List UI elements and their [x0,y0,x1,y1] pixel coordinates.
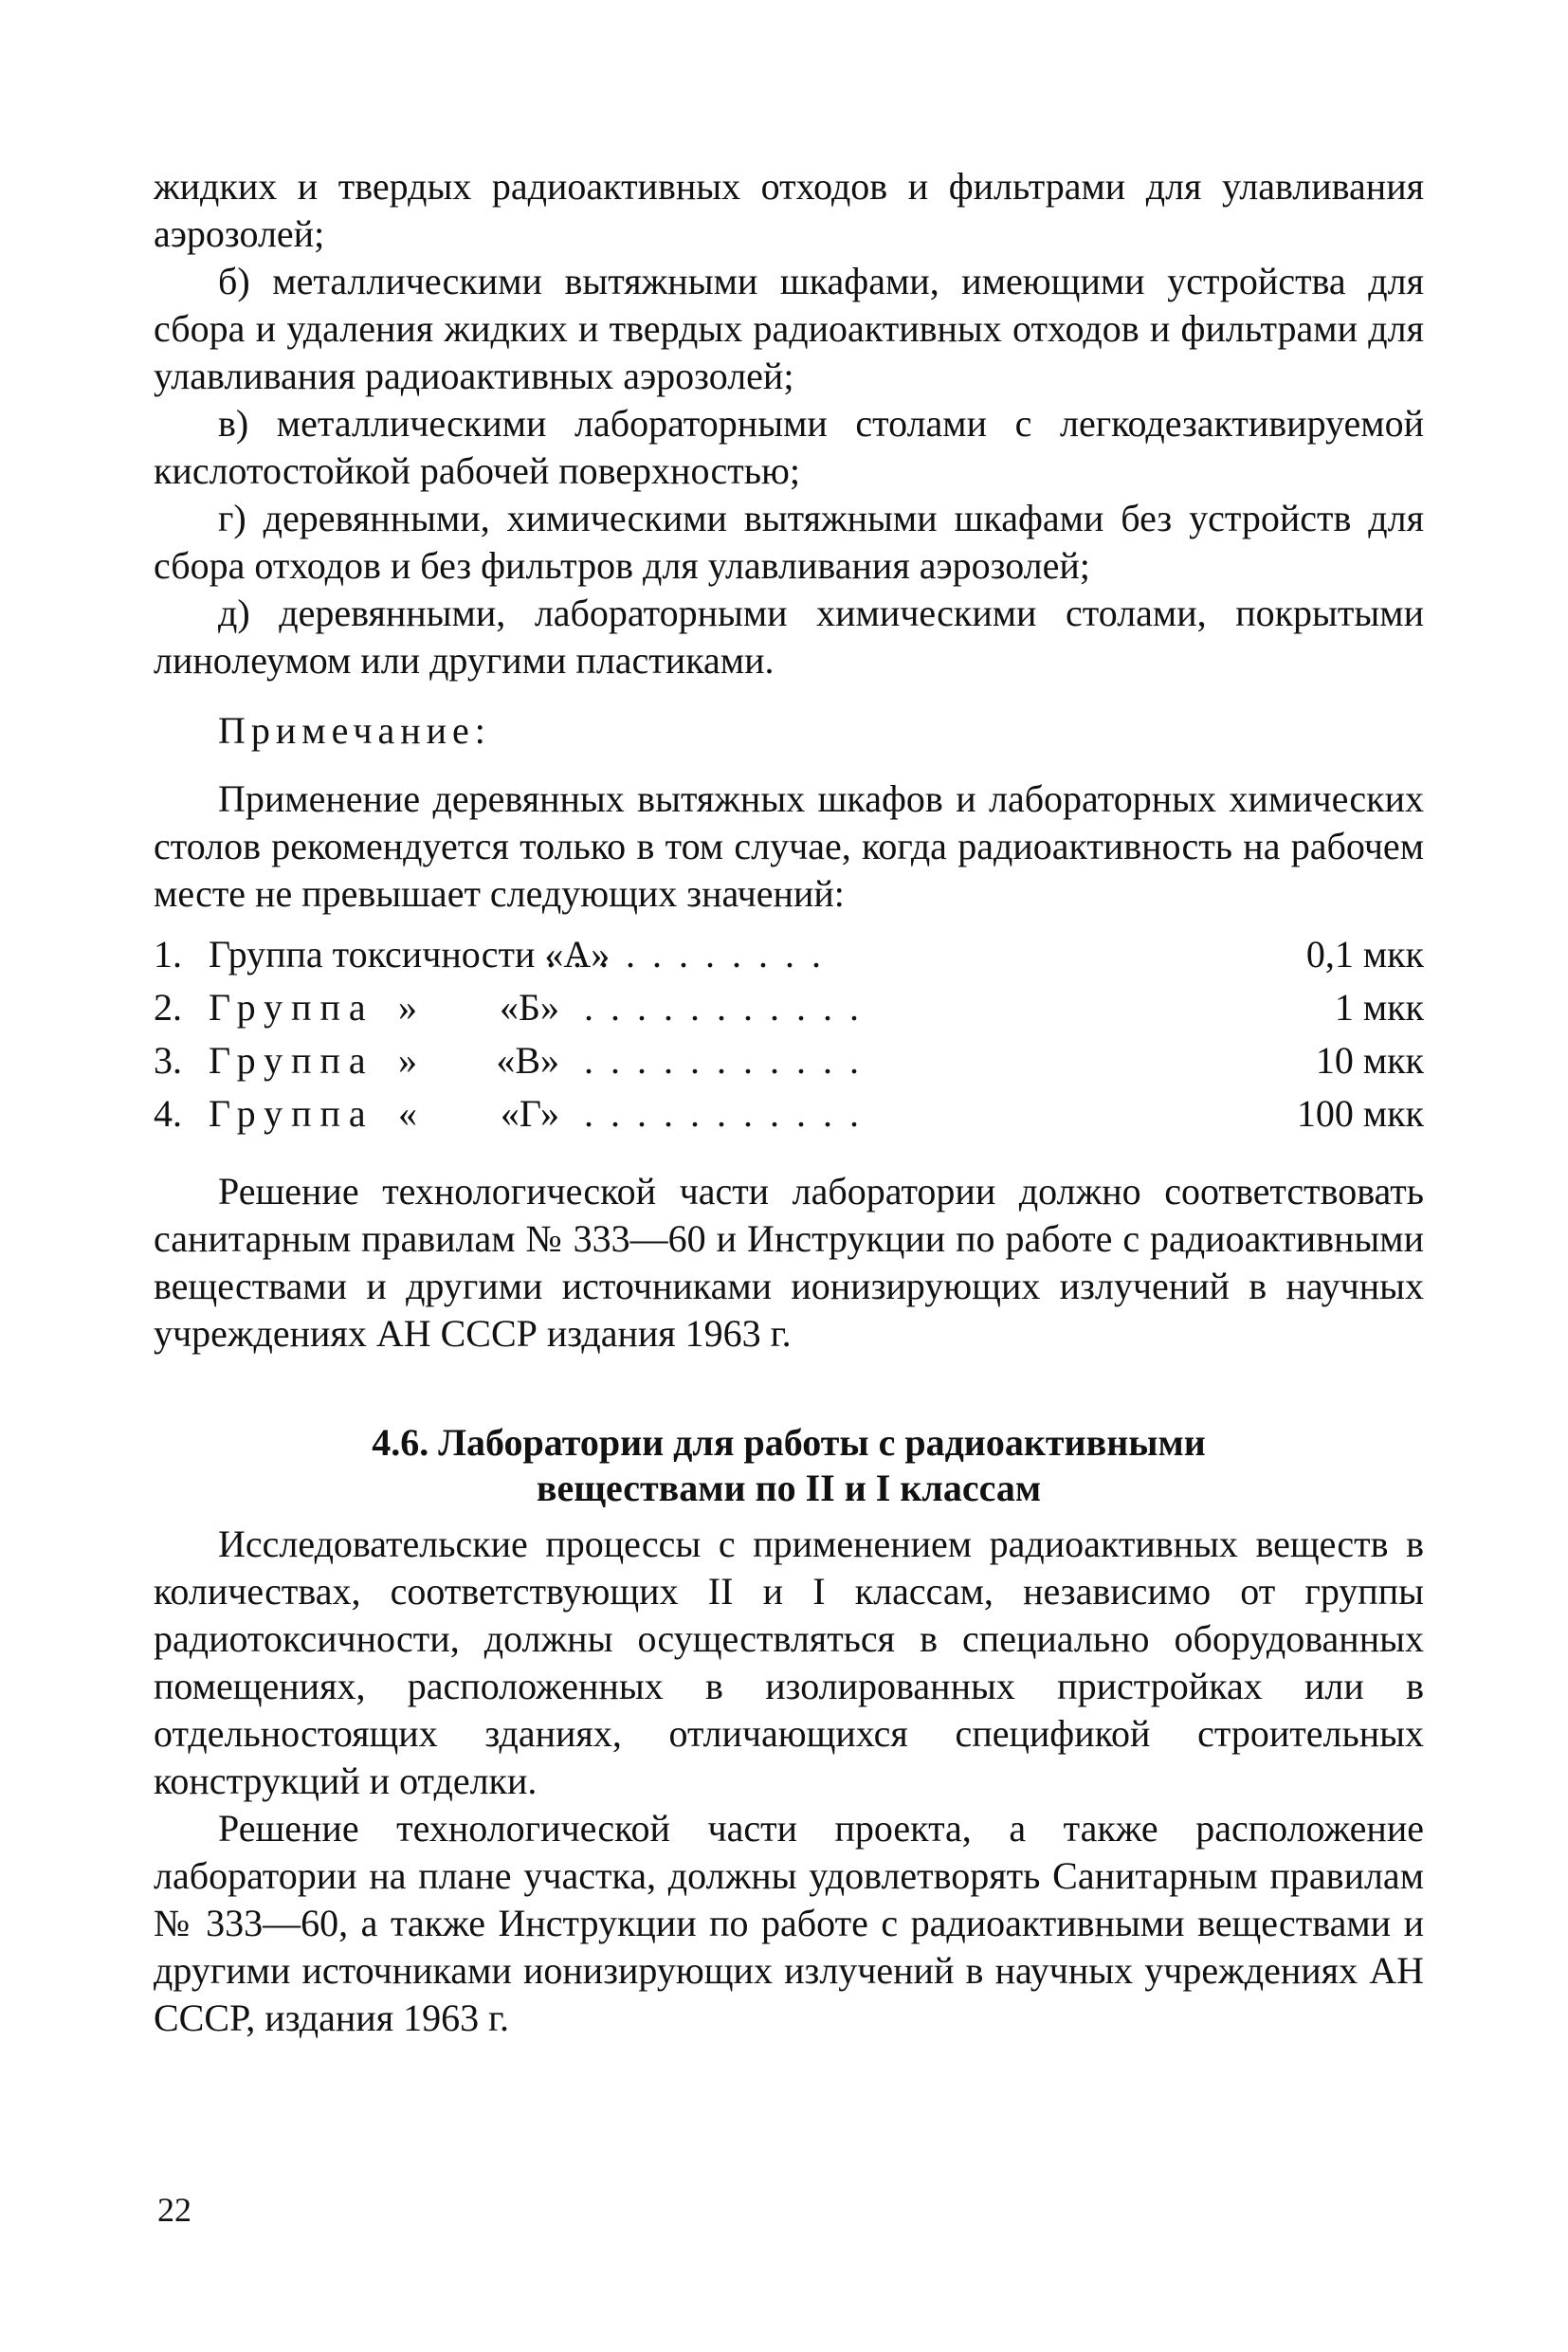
group-number: 2. [154,986,182,1029]
requirements-paragraph: Решение технологической части лаборатории должно соответствовать санитарным правилам № 333—60 и Инструкции по работе с радиоактивными веществами и другими источниками ионизирующих излучений в научных учреждениях АН СССР издания 1963 г. [154,1170,1424,1355]
heading-line-2: веществами по II и I классам [536,1467,1042,1509]
group-row [154,984,1424,1037]
group-name: Группа [209,1092,374,1135]
group-name: Группа токсичности «А» [209,933,611,975]
group-number: 3. [154,1039,182,1082]
leader-dots: ........... [584,1039,876,1082]
group-letter: «Г» [500,1092,559,1135]
body-paragraph-2: Решение технологической части проекта, а также расположение лаборатории на плане участка, должны удовлетворять Санитарным правилам № 333—60, а также Инструкции по работе с радиоактивными веществами и другими источниками ионизирующих излучений в научных учреждениях АН СССР, издания 1963 г. [154,1807,1424,2039]
body-paragraph-1: Исследовательские процессы с применением радиоактивных веществ в количествах, соответствующих II и I классам, независимо от группы радиотоксичности, должны осуществляться в специально оборудованных помещениях, расположенных в изолированных пристройках или в отдельностоящих зданиях, отличающихся спецификой строительных конструкций и отделки. [154,1522,1424,1802]
list-item-g: г) деревянными, химическими вытяжными шкафами без устройств для сбора отходов и без фильтров для улавливания аэрозолей; [154,497,1424,587]
toxicity-groups-list [154,931,1424,1143]
group-number: 1. [154,933,182,975]
group-row [154,1090,1424,1143]
group-letter: «Б» [500,986,559,1029]
list-item-d: д) деревянными, лабораторными химическими столами, покрытыми линолеумом или другими пластиками. [154,592,1424,682]
heading-line-1: 4.6. Лаборатории для работы с радиоактивными [372,1421,1206,1464]
group-letter: «В» [496,1039,559,1082]
leader-dots: ........... [584,1092,876,1135]
leader-dots: ........... [546,933,838,975]
ditto-mark: « [398,1092,417,1135]
group-value: 100 мкк [1296,1092,1424,1135]
group-row [154,931,1424,984]
section-heading [154,1420,1424,1511]
leader-dots: ........... [584,986,876,1029]
group-name: Группа [209,1039,374,1082]
list-item-v: в) металлическими лабораторными столами с легкодезактивируемой кислотостойкой рабочей поверхностью; [154,402,1424,492]
group-name: Группа [209,986,374,1029]
group-value: 1 мкк [1334,986,1424,1029]
group-value: 0,1 мкк [1305,933,1424,975]
group-value: 10 мкк [1315,1039,1424,1082]
note-text: Применение деревянных вытяжных шкафов и лабораторных химических столов рекомендуется только в том случае, когда радиоактивность на рабочем месте не превышает следующих значений: [154,777,1424,915]
note-label: Примечание: [218,709,491,752]
ditto-mark: » [398,1039,417,1082]
ditto-mark: » [398,986,417,1029]
page-number: 22 [157,2191,191,2229]
group-number: 4. [154,1092,182,1135]
group-row [154,1037,1424,1090]
intro-paragraph: жидких и твердых радиоактивных отходов и фильтрами для улавливания аэрозолей; [154,165,1424,255]
list-item-b: б) металлическими вытяжными шкафами, имеющими устройства для сбора и удаления жидких и твердых радиоактивных отходов и фильтрами для улавливания радиоактивных аэрозолей; [154,260,1424,397]
page-body [154,163,1424,2042]
